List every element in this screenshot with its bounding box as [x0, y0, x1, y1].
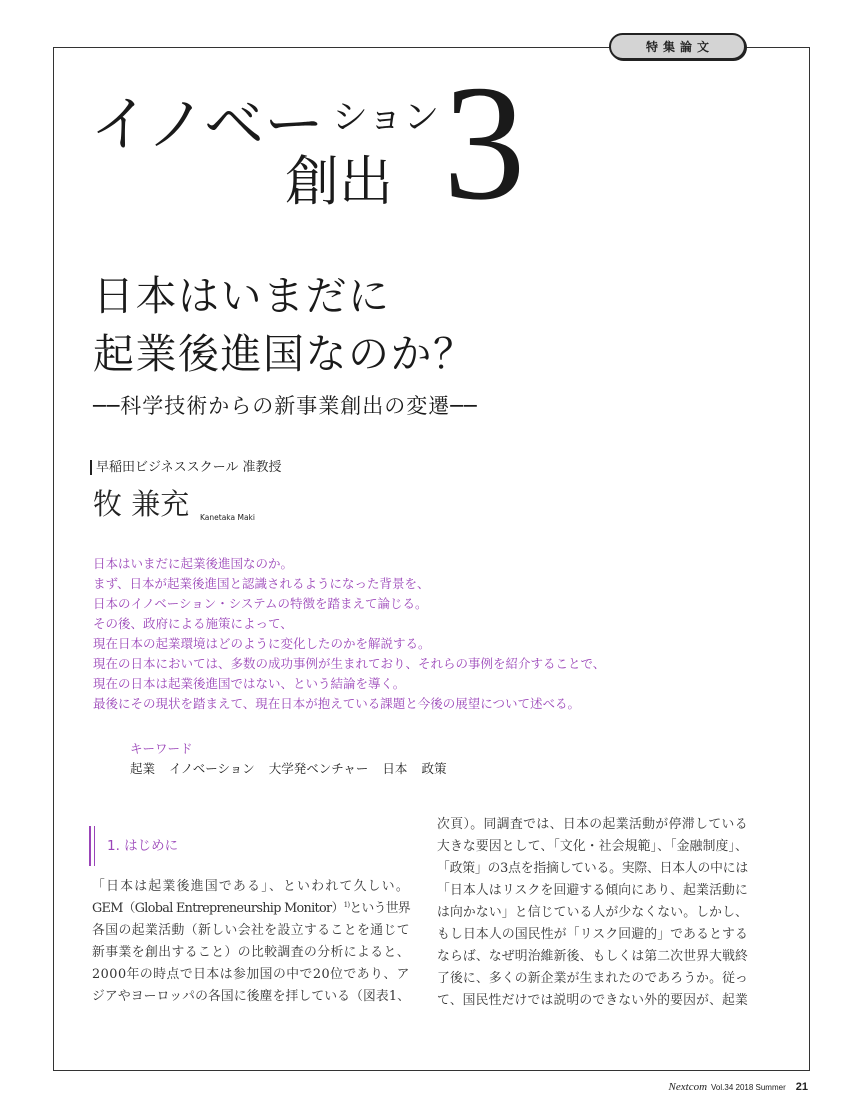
abstract-line: 最後にその現状を踏まえて、現在日本が抱えている課題と今後の展望について述べる。: [93, 696, 581, 711]
abstract-line: 現在の日本においては、多数の成功事例が生まれており、それらの事例を紹介することで、: [93, 656, 606, 671]
body-line: 新事業を創出すること）の比較調査の分析によると、: [92, 945, 410, 960]
body-column-right: [437, 814, 748, 1012]
body-line: 「日本は起業後進国である」、といわれて久しい。: [92, 879, 410, 894]
issue-label: Vol.34 2018 Summer: [711, 1083, 786, 1092]
keyword: イノベーション: [169, 761, 255, 776]
author-name-romaji: Kanetaka Maki: [200, 513, 255, 522]
author-affiliation: 早稲田ビジネススクール 准教授: [90, 460, 281, 475]
body-line: 次頁）。同調査では、日本の起業活動が停滞している: [437, 817, 748, 832]
article-subtitle: ──科学技術からの新事業創出の変遷──: [93, 394, 478, 418]
body-line: 「政策」の3点を指摘している。実際、日本人の中には: [437, 861, 748, 876]
keywords-label: キーワード: [130, 741, 193, 756]
body-line: て、国民性だけでは説明のできない外的要因が、起業: [437, 993, 748, 1008]
abstract-line: 現在の日本は起業後進国ではない、という結論を導く。: [93, 676, 406, 691]
body-column-left: [92, 876, 410, 1008]
series-number: 3: [443, 51, 526, 234]
series-title-part2: ション: [332, 97, 440, 138]
page-footer: [669, 1081, 808, 1093]
series-title-line2: 創出: [285, 150, 393, 213]
section-heading-bar: [89, 826, 95, 866]
body-line: 了後に、多くの新企業が生まれたのであろうか。従っ: [437, 971, 748, 986]
abstract-line: 現在日本の起業環境はどのように変化したのかを解説する。: [93, 636, 431, 651]
keyword: 大学発ベンチャー: [268, 761, 369, 776]
abstract-line: 日本はいまだに起業後進国なのか。: [93, 556, 294, 571]
keyword: 日本: [382, 761, 408, 776]
footnote-marker: 1): [343, 901, 350, 909]
body-line: 2000年の時点で日本は参加国の中で20位であり、ア: [92, 967, 410, 982]
keyword: 政策: [421, 761, 447, 776]
feature-article-tag: [609, 33, 746, 60]
article-title-line1: 日本はいまだに: [93, 272, 391, 320]
abstract-line: 日本のイノベーション・システムの特徴を踏まえて論じる。: [93, 596, 428, 611]
body-line: もし日本人の国民性が「リスク回避的」であるとする: [437, 927, 748, 942]
magazine-logo: Nextcom: [668, 1081, 708, 1093]
section-heading: 1. はじめに: [107, 838, 179, 854]
body-line: 「日本人はリスクを回避する傾向にあり、起業活動に: [437, 883, 748, 898]
series-title-part1: イノベー: [90, 90, 324, 160]
abstract-line: その後、政府による施策によって、: [93, 616, 293, 631]
author-name: 牧 兼充: [93, 487, 190, 521]
abstract: [93, 554, 605, 714]
body-line: ならば、なぜ明治維新後、もしくは第二次世界大戦終: [437, 949, 748, 964]
body-line: は向かない」と信じている人が少なくない。しかし、: [437, 905, 748, 920]
keywords-list: [130, 761, 446, 777]
feature-article-tag-label: 特集論文: [645, 40, 714, 54]
keyword: 起業: [130, 761, 156, 776]
body-line: GEM（Global Entrepreneurship Monitor）$^{1)}$という世界: [92, 901, 410, 916]
body-line: 大きな要因として、「文化・社会規範」、「金融制度」、: [437, 839, 748, 854]
body-line: 各国の起業活動（新しい会社を設立することを通じて: [92, 923, 410, 938]
article-title-line2: 起業後進国なのか？: [93, 330, 476, 378]
abstract-line: まず、日本が起業後進国と認識されるようになった背景を、: [93, 576, 430, 591]
body-line: ジアやヨーロッパの各国に後塵を拝している（図表1、: [92, 989, 410, 1004]
page-number: 21: [795, 1081, 808, 1093]
